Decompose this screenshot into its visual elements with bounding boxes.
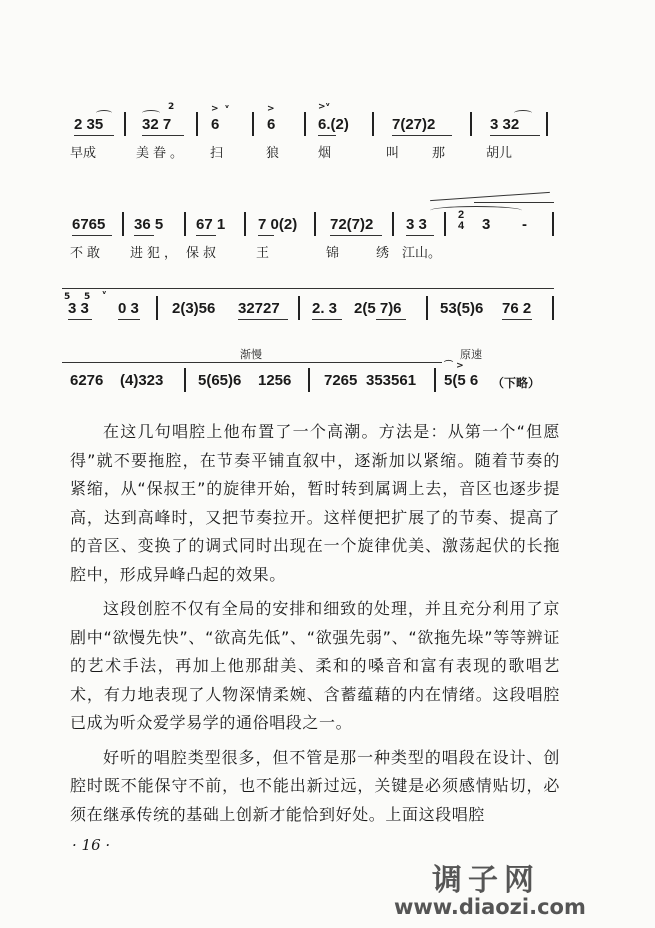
barline	[308, 368, 310, 392]
grace-note: 5	[84, 292, 91, 302]
paragraph: 在这几句唱腔上他布置了一个高潮。方法是：从第一个“但愿得”就不要拖腔，在节奏平铺直叙中，逐渐加以紧缩。随着节奏的紧缩，从“保叔王”的旋律开始，暂时转到属调上去，音区也逐步提高，达到高峰时，又把节奏拉开。这样便把扩展了的节奏、提高了的音区、变换了的调式同时出现在一个旋律优美、激荡起伏的长拖腔中，形成异峰凸起的效果。	[70, 422, 560, 584]
barline	[252, 112, 254, 136]
sustain-dash: -	[522, 216, 527, 233]
measure: 7(27)2	[392, 116, 436, 133]
measure: 6.(2)	[318, 116, 349, 133]
measure: 7265	[324, 372, 358, 389]
measure: 36 5	[134, 216, 164, 233]
lyric: 江山。	[402, 246, 442, 261]
measure: 76 2	[502, 300, 532, 317]
lyric: 狼	[266, 146, 280, 161]
measure: 0 3	[118, 300, 139, 317]
omitted-note: （下略）	[492, 376, 541, 390]
lyric: 美眷。	[136, 146, 188, 161]
measure: 3	[482, 216, 491, 233]
measure: 6	[267, 116, 276, 133]
measure: 6	[211, 116, 220, 133]
barline	[298, 296, 300, 320]
lyric: 那	[432, 146, 446, 161]
measure: (4)323	[120, 372, 164, 389]
breath-mark: ᵛ	[102, 290, 107, 300]
measure: 32 7	[142, 116, 172, 133]
measure: 53(5)6	[440, 300, 484, 317]
barline	[124, 112, 126, 136]
tempo-mark-a-tempo: 原速	[460, 348, 482, 361]
barline	[546, 112, 548, 136]
measure: 5(5 6	[444, 372, 479, 389]
barline	[426, 296, 428, 320]
grace-note: 2	[168, 102, 175, 112]
paragraph: 这段创腔不仅有全局的安排和细致的处理，并且充分利用了京剧中“欲慢先快”、“欲高先低”、“欲强先弱”、“欲拖先垛”等等辨证的艺术手法，再加上他那甜美、柔和的嗓音和富有表现的歌唱艺术，有力地表现了人物深情柔婉、含蓄蕴藉的内在情绪。这段唱腔已成为听众爱学易学的通俗唱段之一。	[70, 599, 560, 732]
lyric: 保叔	[186, 246, 221, 261]
barline	[122, 212, 124, 236]
barline	[184, 212, 186, 236]
score-line-1	[62, 102, 562, 168]
measure: 2 35	[74, 116, 104, 133]
lyric: 叫	[386, 146, 400, 161]
barline	[552, 212, 554, 236]
grace-note: 5	[64, 292, 71, 302]
score-line-4	[62, 348, 562, 412]
barline	[372, 112, 374, 136]
barline	[470, 112, 472, 136]
score-line-2	[62, 208, 562, 268]
watermark-title: 调子网	[432, 863, 540, 898]
measure: 5(65)6	[198, 372, 242, 389]
page-number: · 16 ·	[72, 836, 111, 854]
measure: 2. 3	[312, 300, 338, 317]
measure: 3 3	[68, 300, 89, 317]
barline	[184, 368, 186, 392]
fermata-mark: ⌒ >	[444, 361, 464, 371]
lyric: 扫	[210, 146, 224, 161]
barline	[434, 368, 436, 392]
time-signature: 2 4	[458, 209, 465, 232]
lyric: 绣	[376, 246, 390, 261]
accent-mark: > ᵛ	[211, 104, 230, 114]
measure: 2(5 7)6	[354, 300, 402, 317]
measure: 2(3)56	[172, 300, 216, 317]
score-line-3	[62, 292, 562, 352]
measure: 32727	[238, 300, 280, 317]
barline	[552, 296, 554, 320]
barline	[444, 212, 446, 236]
lyric: 胡儿	[486, 146, 513, 161]
tempo-mark-ritardando: 渐慢	[240, 348, 262, 361]
measure: 7 0(2)	[258, 216, 298, 233]
measure: 72(7)2	[330, 216, 374, 233]
lyric: 不敢	[70, 246, 105, 261]
barline	[244, 212, 246, 236]
barline	[304, 112, 306, 136]
lyric: 早成	[70, 146, 97, 161]
barline	[156, 296, 158, 320]
barline	[196, 112, 198, 136]
accent-mark: >ᵛ	[318, 102, 331, 112]
lyric: 王	[256, 246, 270, 261]
accent-mark: >	[267, 104, 275, 114]
lyric: 进犯，	[130, 246, 182, 261]
paragraph: 好听的唱腔类型很多，但不管是那一种类型的唱段在设计、创腔时既不能保守不前，也不能出新过远，关键是必须感情贴切，必须在继承传统的基础上创新才能恰到好处。上面这段唱腔	[70, 747, 560, 824]
barline	[314, 212, 316, 236]
lyric: 烟	[318, 146, 332, 161]
lyric: 锦	[326, 246, 340, 261]
watermark-url: www.diaozi.com	[394, 895, 586, 919]
measure: 3 32	[490, 116, 520, 133]
measure: 353561	[366, 372, 417, 389]
measure: 1256	[258, 372, 292, 389]
measure: 67 1	[196, 216, 226, 233]
barline	[392, 212, 394, 236]
measure: 3 3	[406, 216, 427, 233]
measure: 6276	[70, 372, 104, 389]
measure: 6765	[72, 216, 106, 233]
body-text	[70, 418, 560, 829]
